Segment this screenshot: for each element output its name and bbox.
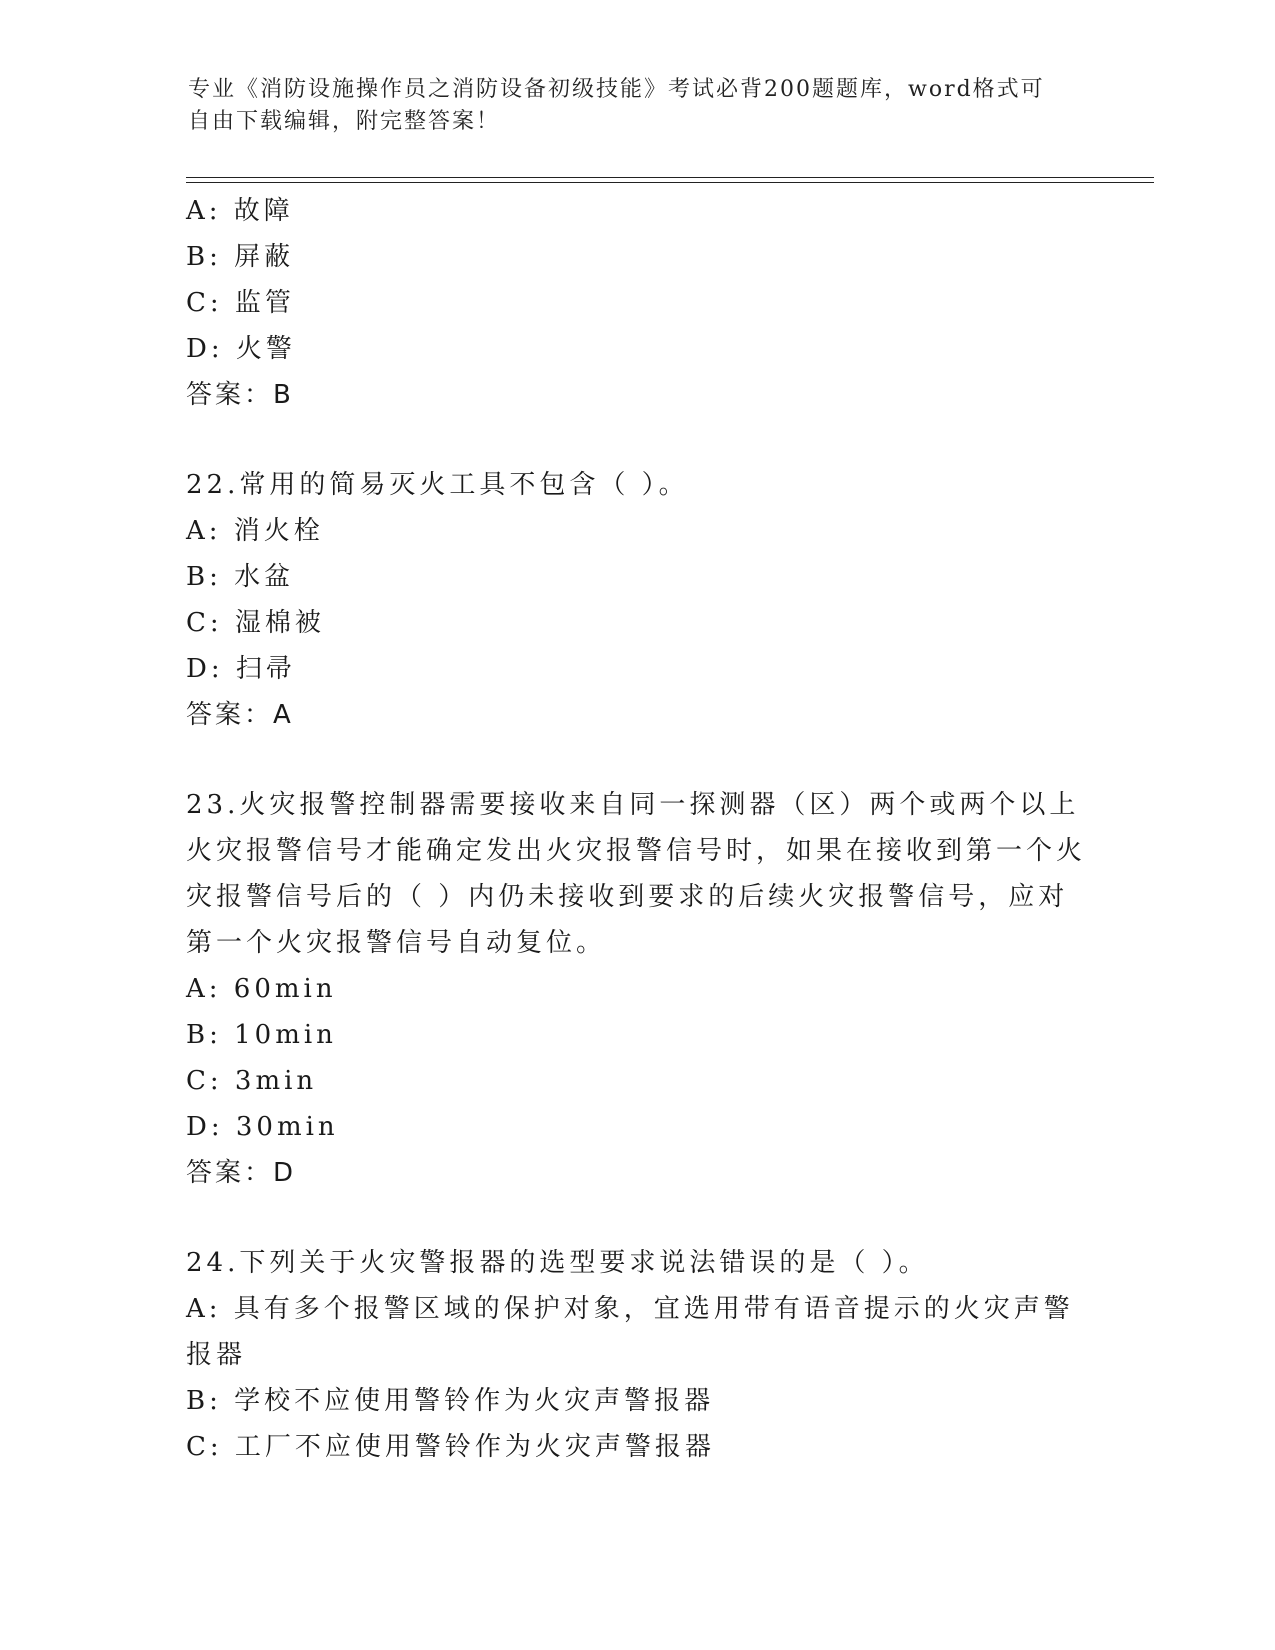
option-b: B: 屏蔽: [186, 242, 295, 272]
question-block: [186, 782, 1086, 1196]
header-divider-top: [186, 177, 1154, 178]
option-b: B: 10min: [186, 1020, 337, 1050]
option-a: A: 60min: [186, 974, 337, 1004]
option-c: C: 3min: [186, 1066, 318, 1096]
answer-line: 答案：D: [186, 1158, 297, 1188]
option-c: C: 监管: [186, 288, 295, 318]
question-stem: 23.火灾报警控制器需要接收来自同一探测器（区）两个或两个以上火灾报警信号才能确定发出火灾报警信号时，如果在接收到第一个火灾报警信号后的（ ）内仍未接收到要求的后续火灾报警信号，应对第一个火灾报警信号自动复位。: [186, 790, 1087, 958]
option-c: C: 工厂不应使用警铃作为火灾声警报器: [186, 1432, 715, 1462]
answer-line: 答案：A: [186, 700, 294, 730]
option-a: A: 消火栓: [186, 516, 324, 546]
option-d: D: 火警: [186, 334, 296, 364]
option-a: A: 具有多个报警区域的保护对象，宜选用带有语音提示的火灾声警报器: [186, 1294, 1074, 1370]
question-block: [186, 188, 1086, 418]
question-list: [186, 188, 1086, 1470]
question-stem: 22.常用的简易灭火工具不包含（ ）。: [186, 470, 689, 500]
option-d: D: 30min: [186, 1112, 339, 1142]
option-b: B: 水盆: [186, 562, 295, 592]
question-block: [186, 1240, 1086, 1470]
option-c: C: 湿棉被: [186, 608, 325, 638]
option-d: D: 扫帚: [186, 654, 296, 684]
question-block: [186, 462, 1086, 738]
answer-line: 答案：B: [186, 380, 294, 410]
question-stem: 24.下列关于火灾警报器的选型要求说法错误的是（ ）。: [186, 1248, 929, 1278]
header-divider-bottom: [186, 182, 1154, 183]
option-a: A: 故障: [186, 196, 294, 226]
option-b: B: 学校不应使用警铃作为火灾声警报器: [186, 1386, 715, 1416]
document-header-title: 专业《消防设施操作员之消防设备初级技能》考试必背200题题库，word格式可自由下载编辑，附完整答案！: [188, 77, 1045, 134]
